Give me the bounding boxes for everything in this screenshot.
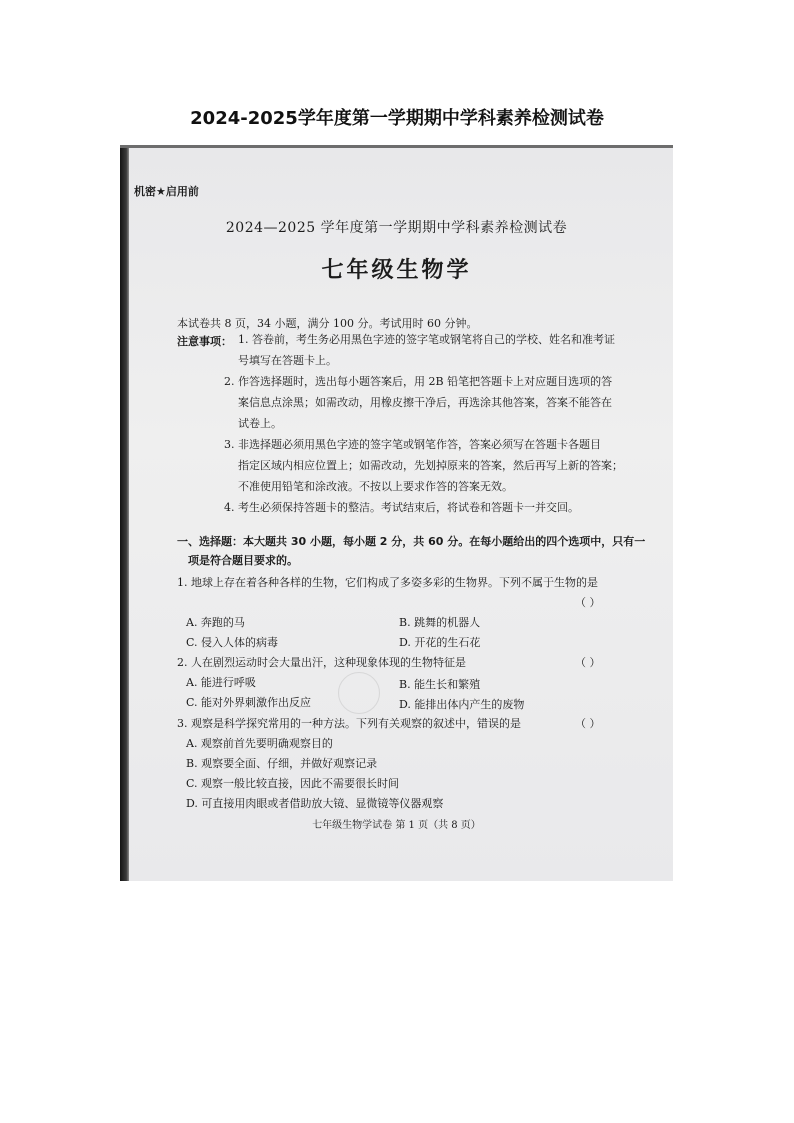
page-title: 2024-2025学年度第一学期期中学科素养检测试卷 [190,108,604,129]
option: C. 侵入人体的病毒 [186,636,279,649]
option: A. 观察前首先要明确观察目的 [186,737,333,750]
option: B. 能生长和繁殖 [399,678,481,691]
option: B. 观察要全面、仔细，并做好观察记录 [186,757,378,770]
exam-photo [120,145,673,881]
answer-blank: （ ） [575,717,601,730]
note-line: 3. 非选择题必须用黑色字迹的签字笔或钢笔作答，答案必须写在答题卡各题目 [224,438,601,451]
exam-info: 本试卷共 8 页，34 小题，满分 100 分。考试用时 60 分钟。 [177,317,478,330]
question-stem: 2. 人在剧烈运动时会大量出汗，这种现象体现的生物特征是 [177,656,466,669]
option: B. 跳舞的机器人 [399,616,481,629]
confidential-label: 机密★启用前 [134,185,199,198]
note-line: 试卷上。 [238,417,282,430]
answer-blank: （ ） [575,596,601,609]
note-line: 指定区域内相应位置上；如需改动，先划掉原来的答案，然后再写上新的答案； [238,459,623,472]
option: A. 奔跑的马 [186,616,245,629]
section-heading-cont: 项是符合题目要求的。 [188,554,298,567]
page-footer: 七年级生物学试卷 第 1 页（共 8 页） [312,820,481,831]
notes-label: 注意事项： [177,335,232,348]
option: D. 可直接用肉眼或者借助放大镜、显微镜等仪器观察 [186,797,444,810]
option: C. 能对外界刺激作出反应 [186,696,312,709]
option: D. 能排出体内产生的废物 [399,698,525,711]
note-line: 2. 作答选择题时，选出每小题答案后，用 2B 铅笔把答题卡上对应题目选项的答 [224,375,613,388]
section-heading: 一、选择题：本大题共 30 小题，每小题 2 分，共 60 分。在每小题给出的四个选项中，只有一 [177,535,646,548]
note-line: 不准使用铅笔和涂改液。不按以上要求作答的答案无效。 [238,480,513,493]
note-line: 案信息点涂黑；如需改动，用橡皮擦干净后，再选涂其他答案，答案不能答在 [238,396,612,409]
answer-blank: （ ） [575,656,601,669]
subject-title: 七年级生物学 [321,258,472,283]
show-through-text [420,185,431,198]
option: D. 开花的生石花 [399,636,481,649]
question-stem: 1. 地球上存在着各种各样的生物，它们构成了多姿多彩的生物界。下列不属于生物的是 [177,576,598,589]
option: C. 观察一般比较直接，因此不需要很长时间 [186,777,400,790]
note-line: 1. 答卷前，考生务必用黑色字迹的签字笔或钢笔将自己的学校、姓名和准考证 [238,333,615,346]
note-line: 号填写在答题卡上。 [238,354,337,367]
show-through-seal [338,672,380,714]
photo-top-edge [120,145,673,148]
option: A. 能进行呼吸 [186,676,256,689]
exam-subtitle: 2024—2025 学年度第一学期期中学科素养检测试卷 [225,220,568,236]
question-stem: 3. 观察是科学探究常用的一种方法。下列有关观察的叙述中，错误的是 [177,717,521,730]
note-line: 4. 考生必须保持答题卡的整洁。考试结束后，将试卷和答题卡一并交回。 [224,501,579,514]
